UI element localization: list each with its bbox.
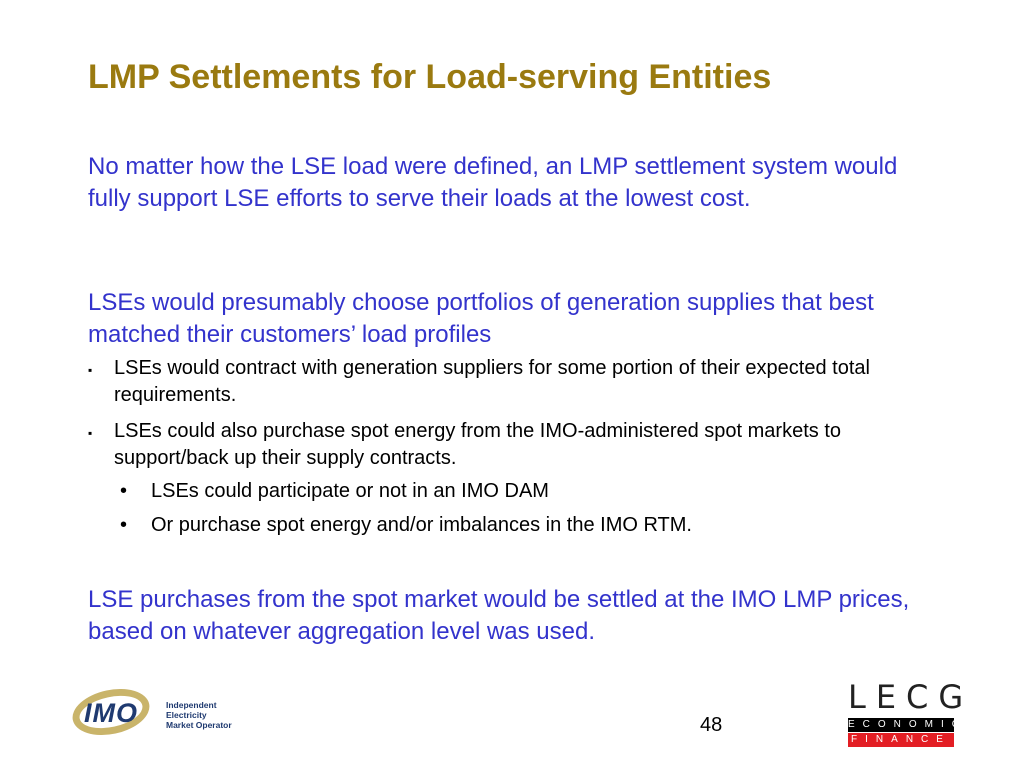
square-bullet-icon: ▪ [88, 426, 93, 440]
paragraph-settlement: LSE purchases from the spot market would be settled at the IMO LMP prices, based on whatever aggregation level was used. [88, 586, 910, 645]
bullet-text: LSEs could also purchase spot energy from the IMO-administered spot markets to support/back up their supply contracts. [114, 420, 842, 469]
imo-logo-subtitle [166, 700, 232, 730]
page-number: 48 [700, 714, 723, 736]
lecg-economics-bar: ECONOMICS [848, 719, 982, 730]
lecg-finance-bar: FINANCE [848, 733, 954, 747]
paragraph-lse-load: No matter how the LSE load were defined, an LMP settlement system would fully support LSE efforts to serve their loads at the lowest cost. [88, 153, 898, 212]
square-bullet-icon: ▪ [88, 363, 93, 377]
subbullet-text: LSEs could participate or not in an IMO DAM [151, 480, 549, 502]
bullet-spot-energy [88, 418, 928, 472]
subbullet-text: Or purchase spot energy and/or imbalances in the IMO RTM. [151, 514, 692, 536]
dot-bullet-icon: • [120, 480, 128, 502]
subbullet-imo-dam [120, 478, 920, 505]
imo-logo [70, 684, 240, 740]
slide-title: LMP Settlements for Load-serving Entities [88, 58, 772, 96]
dot-bullet-icon: • [120, 514, 128, 536]
bullet-text: LSEs would contract with generation suppliers for some portion of their expected total requirements. [114, 357, 870, 406]
subbullet-imo-rtm [120, 512, 920, 539]
lecg-logo [848, 678, 982, 746]
lecg-logo-word: LECG [848, 678, 974, 716]
paragraph-lse-portfolios: LSEs would presumably choose portfolios of generation supplies that best matched their customers’ load profiles [88, 289, 874, 348]
imo-subtitle-line: Independent [166, 700, 217, 710]
imo-logo-word: IMO [84, 698, 138, 728]
bullet-contract-suppliers [88, 355, 928, 409]
imo-subtitle-line: Electricity [166, 710, 207, 720]
imo-subtitle-line: Market Operator [166, 720, 232, 730]
